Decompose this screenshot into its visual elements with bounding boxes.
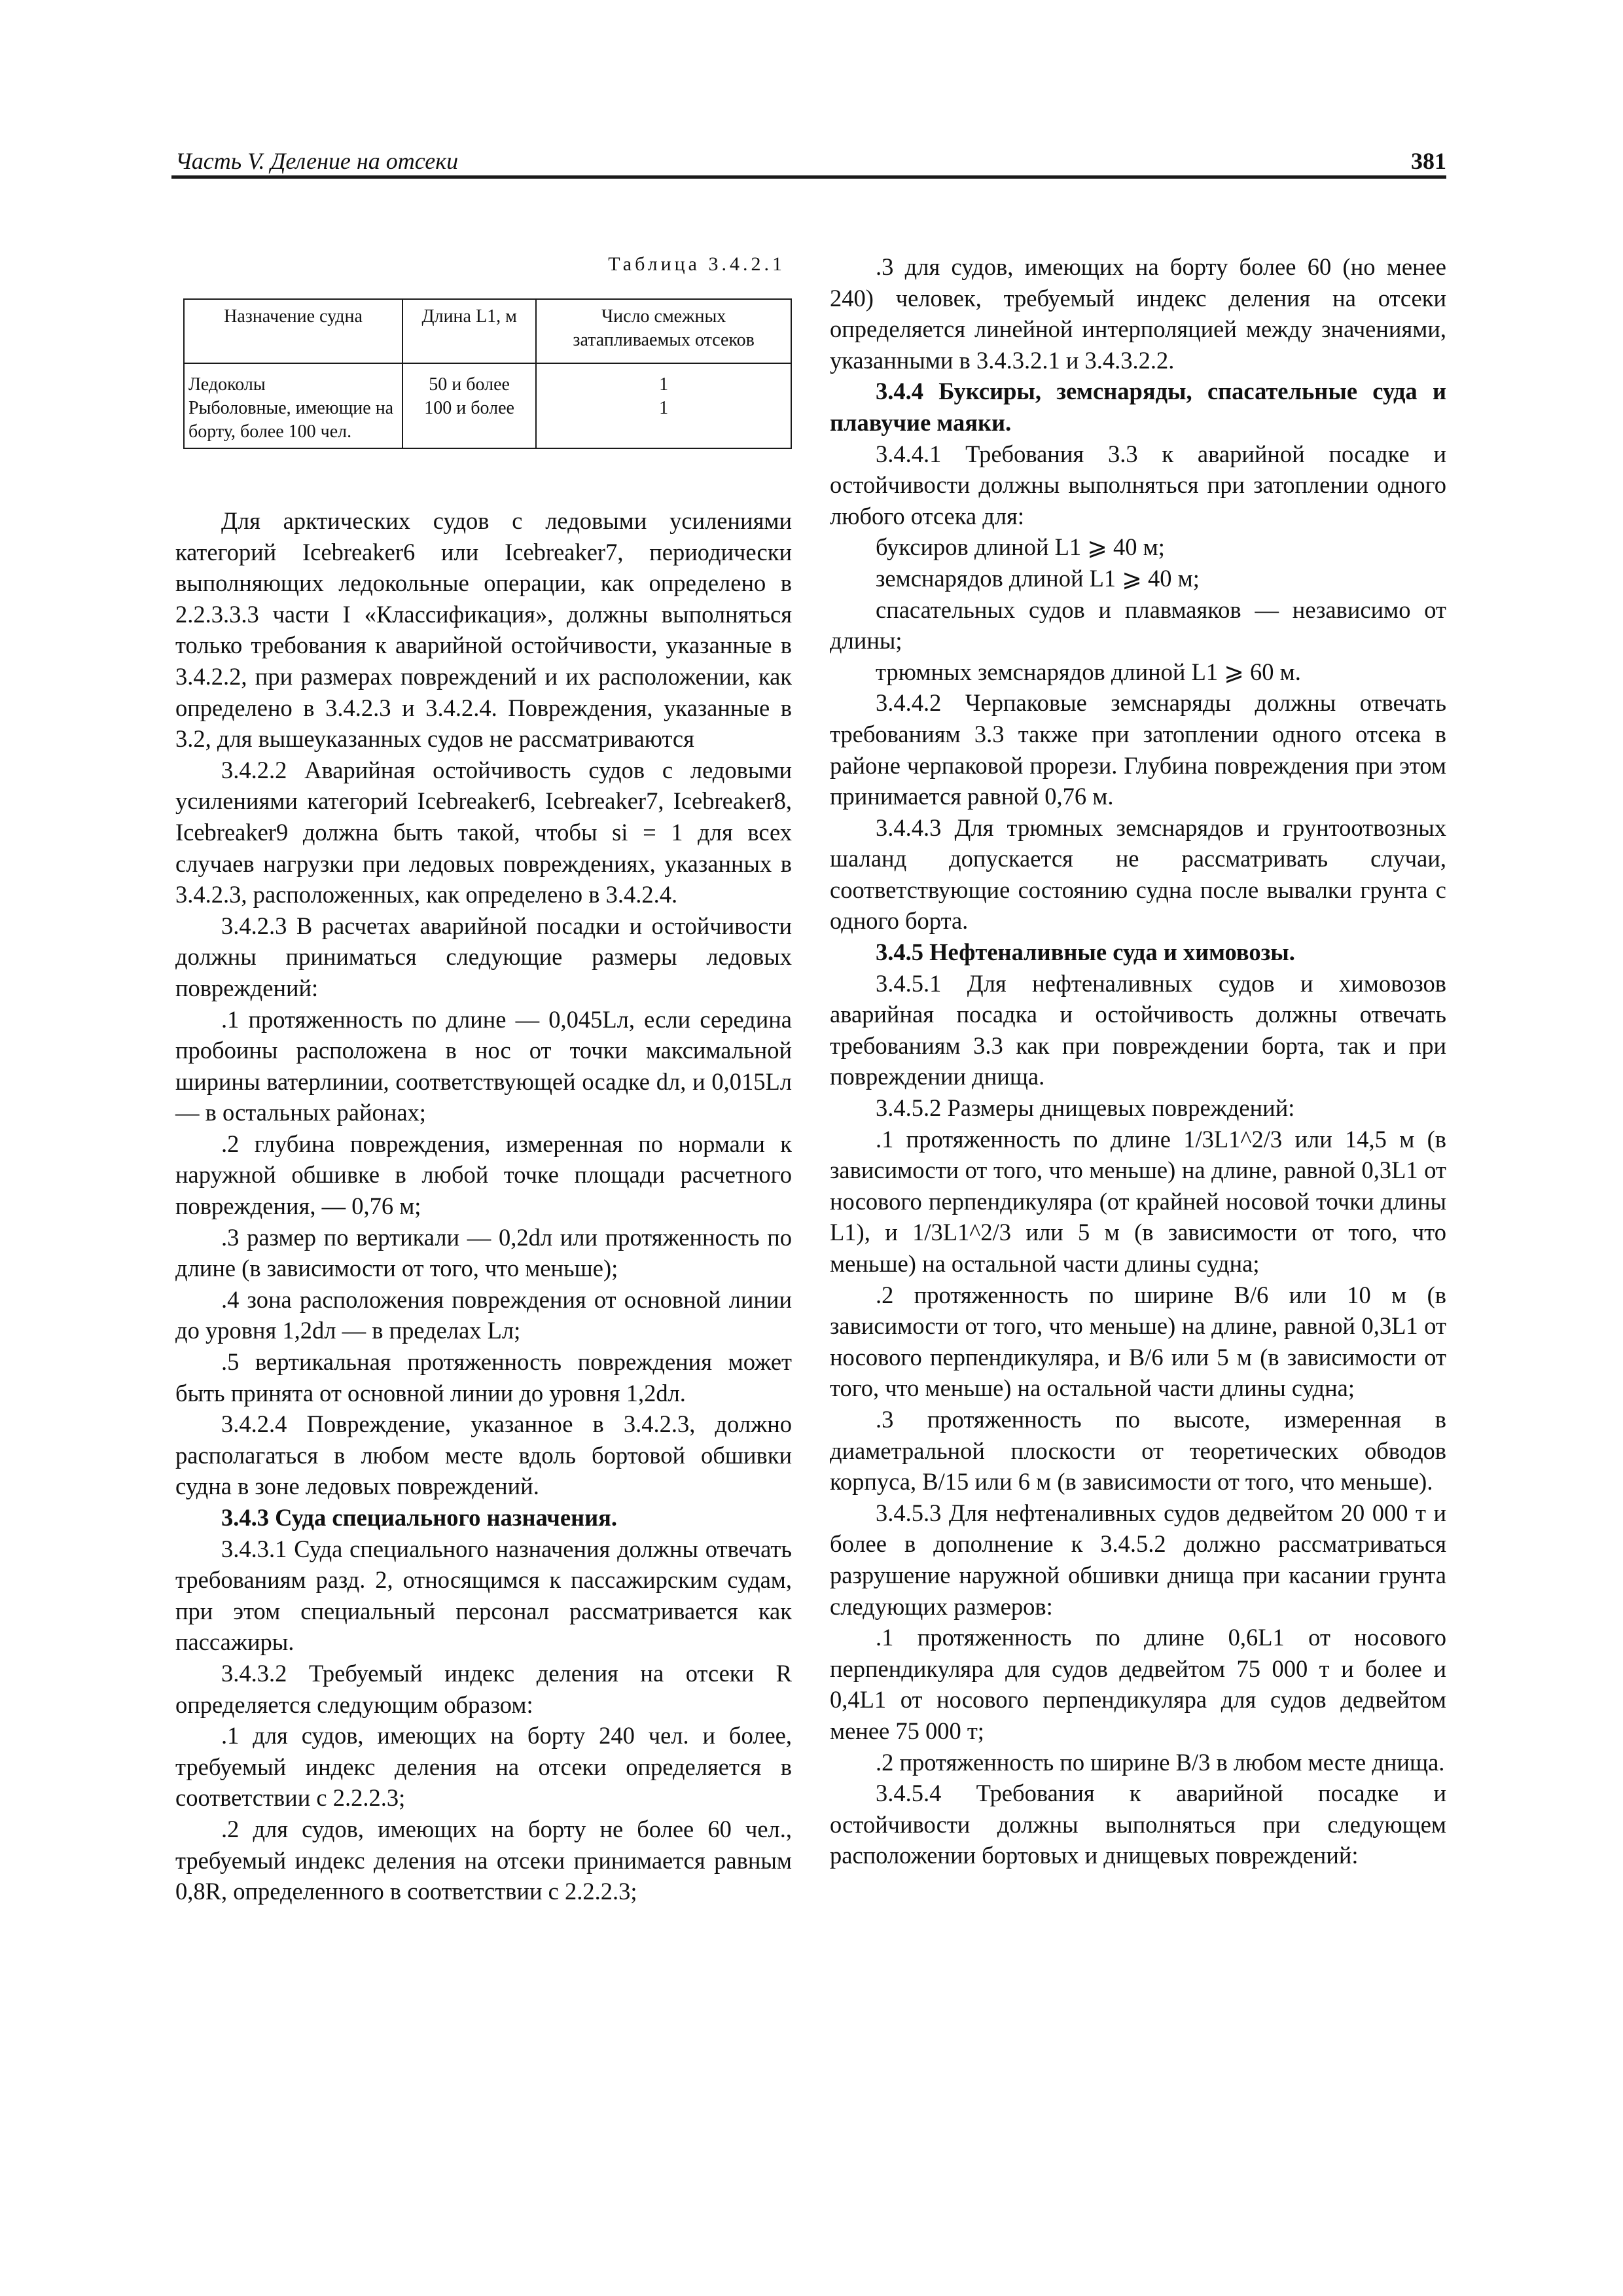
table-cell-text: Рыболовные, имеющие на борту, более 100 чел. [188,398,394,442]
paragraph: 3.4.5.3 Для нефтеналивных судов дедвейтом 20 000 т и более в дополнение к 3.4.5.2 должно рассматриваться разрушение наружной обшивки днища при касании грунта следующих размеров: [830,1499,1446,1620]
header-rule [171,175,1446,179]
section-heading: 3.4.4 Буксиры, земснаряды, спасательные суда и плавучие маяки. [830,378,1446,436]
list-item: буксиров длиной L1 ⩾ 40 м; [876,533,1165,561]
paragraph: 3.4.5.2 Размеры днищевых повреждений: [876,1094,1295,1122]
list-item: .1 протяженность по длине — 0,045Lл, если середина пробоины расположена в нос от точки максимальной ширины ватерлинии, соответствующей осадке dл, и 0,015Lл — в остальных районах; [175,1005,792,1126]
table-header-cell: Длина L1, м [402,299,536,363]
right-column [830,251,1446,1871]
table-cell-text: 1 [659,398,669,418]
table-header-cell: Назначение судна [184,299,402,363]
paragraph: 3.4.5.1 Для нефтеналивных судов и химовозов аварийная посадка и остойчивость должны отвечать требованиям 3.3 как при повреждении борта, так и при повреждении днища. [830,969,1446,1090]
list-item: .2 протяженность по ширине B/6 или 10 м (в зависимости от того, что меньше) на длине, равной 0,3L1 от носового перпендикуляра, и B/6 или 5 м (в зависимости от того, что меньше) на остальной части длины судна; [830,1281,1446,1402]
table-cell [536,363,791,448]
list-item: .2 протяженность по ширине B/3 в любом месте днища. [876,1748,1445,1776]
table-header-row [184,299,791,363]
table-cell-text: Ледоколы [188,374,266,395]
list-item: спасательных судов и плавмаяков — независимо от длины; [830,596,1446,655]
list-item: .3 для судов, имеющих на борту более 60 (но менее 240) человек, требуемый индекс деления на отсеки определяется линейной интерполяцией между значениями, указанными в 3.4.3.2.1 и 3.4.3.2.2. [830,253,1446,374]
list-item: .5 вертикальная протяженность повреждения может быть принята от основной линии до уровня 1,2dл. [175,1348,792,1407]
left-column [175,251,792,1907]
running-title: Часть V. Деление на отсеки [175,148,459,174]
table-header-cell: Число смежных затапливаемых отсеков [536,299,791,363]
list-item: .1 для судов, имеющих на борту 240 чел. и более, требуемый индекс деления на отсеки определяется в соответствии с 2.2.2.3; [175,1722,792,1812]
list-item: .4 зона расположения повреждения от основной линии до уровня 1,2dл — в пределах Lл; [175,1285,792,1344]
paragraph: Для арктических судов с ледовыми усилениями категорий Icebreaker6 или Icebreaker7, периодически выполняющих ледокольные операции, как определено в 2.2.3.3.3 части I «Классификация», должны выполняться только требования к аварийной остойчивости, указанные в 3.4.2.2, при размерах повреждений и их расположении, как определено в 3.4.2.3 и 3.4.2.4. Повреждения, указанные в 3.2, для вышеуказанных судов не рассматриваются [175,507,792,753]
table-cell-text: 50 и более [429,374,510,395]
table-cell [402,363,536,448]
paragraph: 3.4.2.4 Повреждение, указанное в 3.4.2.3, должно располагаться в любом месте вдоль бортовой обшивки судна в зоне ледовых повреждений. [175,1410,792,1500]
table-cell-text: 1 [659,374,669,395]
table-3-4-2-1 [183,298,792,449]
paragraph: 3.4.5.4 Требования к аварийной посадке и остойчивости должны выполняться при следующем расположении бортовых и днищевых повреждений: [830,1780,1446,1869]
section-heading: 3.4.5 Нефтеналивные суда и химовозы. [876,939,1295,966]
paragraph: 3.4.3.2 Требуемый индекс деления на отсеки R определяется следующим образом: [175,1659,792,1718]
paragraph: 3.4.4.2 Черпаковые земснаряды должны отвечать требованиям 3.3 также при затоплении одного отсека в районе черпаковой прорези. Глубина повреждения при этом принимается равной 0,76 м. [830,689,1446,810]
list-item: трюмных земснарядов длиной L1 ⩾ 60 м. [876,658,1301,685]
table-cell [184,363,402,448]
table-cell-text: 100 и более [424,398,514,418]
paragraph: 3.4.4.3 Для трюмных земснарядов и грунтоотвозных шаланд допускается не рассматривать случаи, соответствующие состоянию судна после вывалки грунта с одного борта. [830,814,1446,935]
list-item: .1 протяженность по длине 0,6L1 от носового перпендикуляра для судов дедвейтом 75 000 т и более и 0,4L1 от носового перпендикуляра для судов дедвейтом менее 75 000 т; [830,1624,1446,1744]
list-item: .3 размер по вертикали — 0,2dл или протяженность по длине (в зависимости от того, что меньше); [175,1223,792,1282]
table-caption: Таблица 3.4.2.1 [608,253,785,275]
list-item: .1 протяженность по длине 1/3L1^2/3 или 14,5 м (в зависимости от того, что меньше) на длине, равной 0,3L1 от носового перпендикуляра (от крайней носовой точки длины L1), и 1/3L1^2/3 или 5 м (в зависимости от того, что меньше) на остальной части длины судна; [830,1125,1446,1277]
paragraph: 3.4.2.2 Аварийная остойчивость судов с ледовыми усилениями категорий Icebreaker6, Icebreaker7, Icebreaker8, Icebreaker9 должна быть такой, чтобы si = 1 для всех случаев нагрузки при ледовых повреждениях, указанных в 3.4.2.3, расположенных, как определено в 3.4.2.4. [175,756,792,908]
list-item: .2 глубина повреждения, измеренная по нормали к наружной обшивке в любой точке площади расчетного повреждения, — 0,76 м; [175,1130,792,1220]
section-heading: 3.4.3 Суда специального назначения. [221,1504,618,1531]
table-row [184,363,791,448]
paragraph: 3.4.3.1 Суда специального назначения должны отвечать требованиям разд. 2, относящимся к пассажирским судам, при этом специальный персонал рассматривается как пассажиры. [175,1535,792,1656]
page-header [175,145,1446,177]
list-item: земснарядов длиной L1 ⩾ 40 м; [876,564,1200,592]
list-item: .2 для судов, имеющих на борту не более 60 чел., требуемый индекс деления на отсеки принимается равным 0,8R, определенного в соответствии с 2.2.2.3; [175,1815,792,1905]
page-number: 381 [1411,148,1446,174]
paragraph: 3.4.2.3 В расчетах аварийной посадки и остойчивости должны приниматься следующие размеры ледовых повреждений: [175,912,792,1001]
list-item: .3 протяженность по высоте, измеренная в диаметральной плоскости от теоретических обводов корпуса, B/15 или 6 м (в зависимости от того, что меньше). [830,1405,1446,1496]
paragraph: 3.4.4.1 Требования 3.3 к аварийной посадке и остойчивости должны выполняться при затоплении одного любого отсека для: [830,440,1446,529]
